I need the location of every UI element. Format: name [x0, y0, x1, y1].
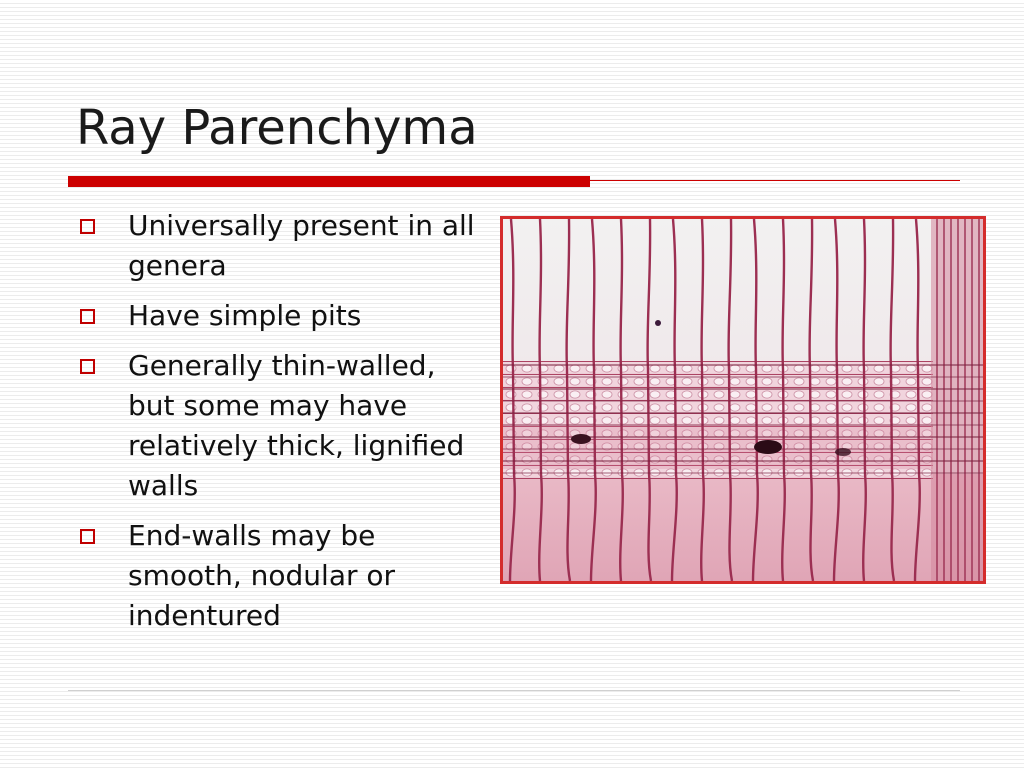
slide-title: Ray Parenchyma — [76, 100, 478, 156]
square-bullet-icon — [80, 529, 95, 544]
square-bullet-icon — [80, 359, 95, 374]
list-item — [78, 346, 478, 506]
square-bullet-icon — [80, 219, 95, 234]
list-item — [78, 206, 478, 286]
bullet-text: Have simple pits — [128, 299, 362, 332]
bullet-text: Generally thin-walled, but some may have relatively thick, lignified walls — [128, 349, 465, 502]
bullet-list — [78, 206, 478, 646]
bullet-text: Universally present in all genera — [128, 209, 475, 282]
list-item — [78, 296, 478, 336]
bullet-text: End-walls may be smooth, nodular or indentured — [128, 519, 396, 632]
micrograph-drawing — [503, 219, 983, 581]
list-item — [78, 516, 478, 636]
footer-divider — [68, 690, 960, 691]
title-divider — [68, 174, 960, 188]
square-bullet-icon — [80, 309, 95, 324]
micrograph-image — [500, 216, 986, 584]
